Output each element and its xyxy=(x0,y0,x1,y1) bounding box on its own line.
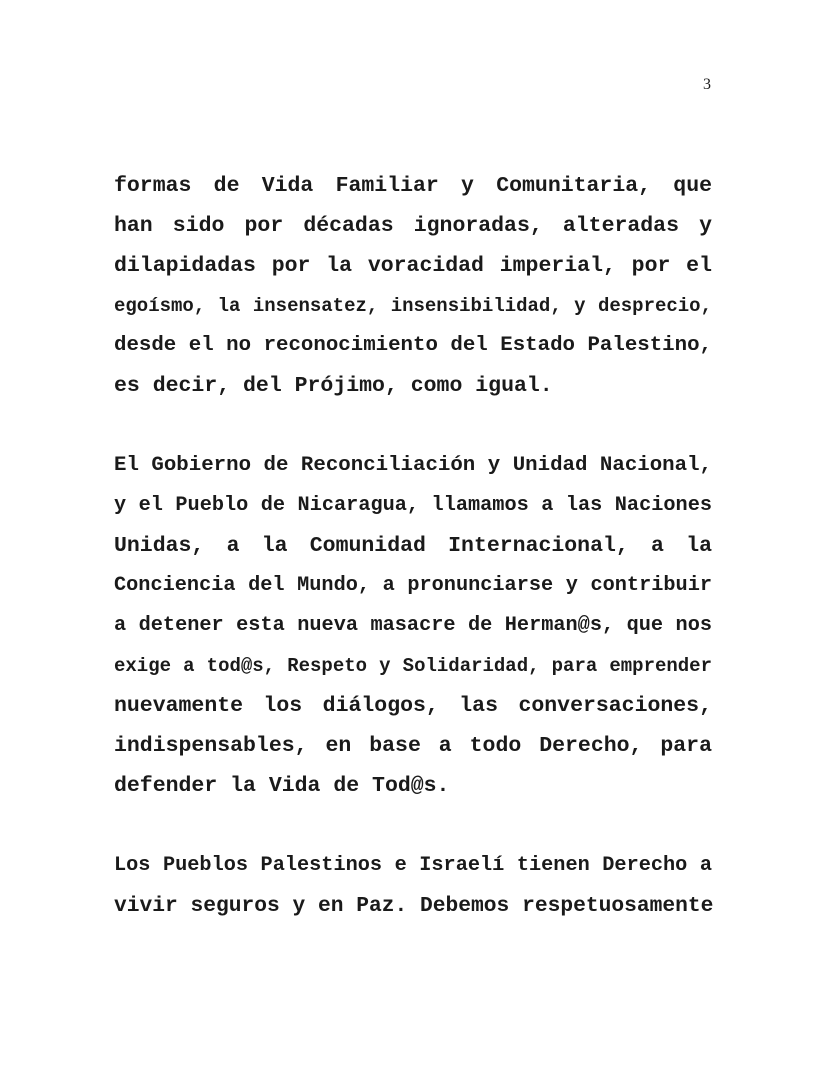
text-line: a detener esta nueva masacre de Herman@s, que nos xyxy=(114,614,712,637)
text-line: defender la Vida de Tod@s. xyxy=(114,774,450,798)
text-line: El Gobierno de Reconciliación y Unidad Nacional, xyxy=(114,454,712,477)
text-line: Unidas, a la Comunidad Internacional, a la xyxy=(114,534,712,558)
text-line: vivir seguros y en Paz. Debemos respetuosamente xyxy=(114,894,714,918)
text-line: Los Pueblos Palestinos e Israelí tienen Derecho a xyxy=(114,854,712,877)
text-line: egoísmo, la insensatez, insensibilidad, y desprecio, xyxy=(114,295,712,317)
text-line: Conciencia del Mundo, a pronunciarse y contribuir xyxy=(114,574,712,597)
text-line: es decir, del Prójimo, como igual. xyxy=(114,374,553,398)
paragraph-gap xyxy=(114,406,712,446)
text-line: indispensables, en base a todo Derecho, para xyxy=(114,734,712,758)
text-line: exige a tod@s, Respeto y Solidaridad, para emprender xyxy=(114,655,712,677)
paragraph xyxy=(114,846,712,926)
paragraph-gap xyxy=(114,806,712,846)
paragraph xyxy=(114,446,712,806)
text-line: desde el no reconocimiento del Estado Palestino, xyxy=(114,334,712,357)
paragraph xyxy=(114,166,712,406)
text-line: formas de Vida Familiar y Comunitaria, que xyxy=(114,174,712,198)
text-line: nuevamente los diálogos, las conversaciones, xyxy=(114,694,712,718)
text-line: han sido por décadas ignoradas, alteradas y xyxy=(114,214,712,238)
text-line: dilapidadas por la voracidad imperial, por el xyxy=(114,254,712,278)
page-number: 3 xyxy=(703,76,711,93)
document-body xyxy=(114,166,712,926)
text-line: y el Pueblo de Nicaragua, llamamos a las Naciones xyxy=(114,494,712,517)
